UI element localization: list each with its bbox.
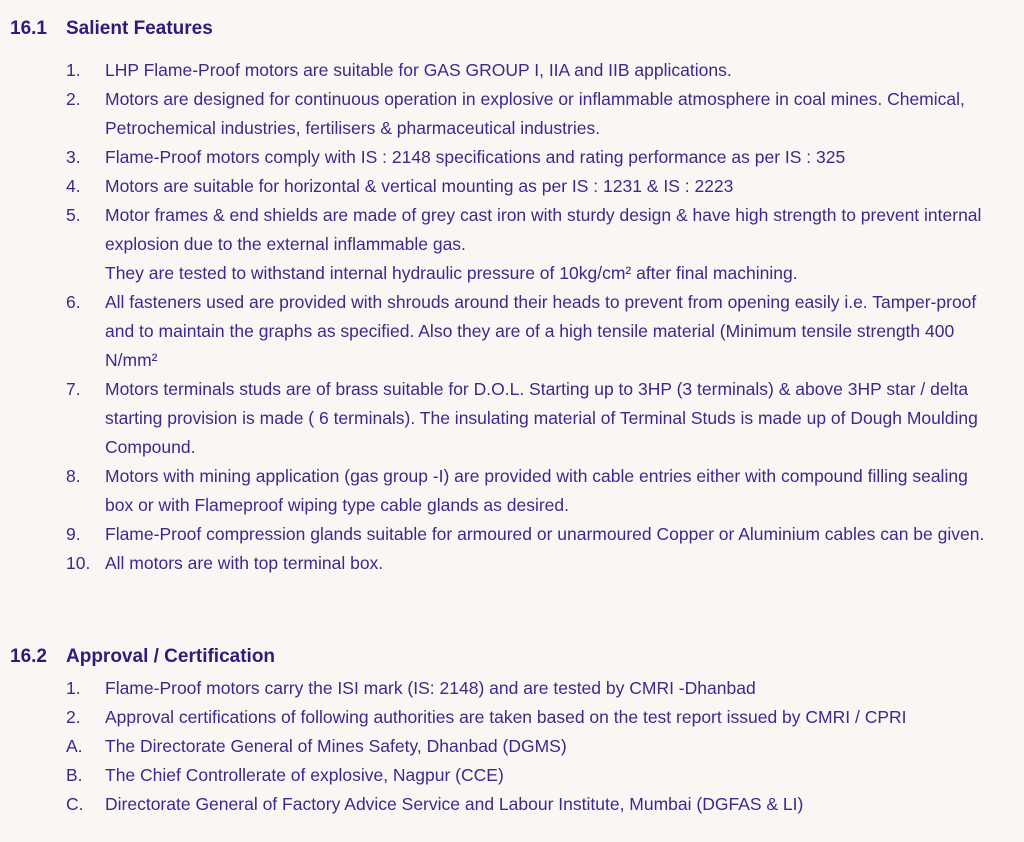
list-item xyxy=(0,549,1024,578)
section-title: Salient Features xyxy=(66,18,213,39)
list-item-text: N/mm² xyxy=(105,350,158,370)
list-item-number: 1. xyxy=(66,60,81,80)
list-item xyxy=(0,143,1024,172)
section-heading xyxy=(0,642,1024,672)
list-item-text: explosion due to the external inflammable gas. xyxy=(105,234,466,254)
list-item xyxy=(0,172,1024,201)
list-item-text: The Chief Controllerate of explosive, Nagpur (CCE) xyxy=(105,765,504,785)
list-item-number: 7. xyxy=(66,379,81,399)
list-item-text: Flame-Proof motors carry the ISI mark (IS: 2148) and are tested by CMRI -Dhanbad xyxy=(105,678,756,698)
list-item xyxy=(0,201,1024,288)
list-item xyxy=(0,85,1024,143)
list-item xyxy=(0,375,1024,462)
list-item-text: Petrochemical industries, fertilisers & pharmaceutical industries. xyxy=(105,118,601,138)
list-item-text: Motor frames & end shields are made of grey cast iron with sturdy design & have high strength to prevent internal xyxy=(105,205,982,225)
list-item-text: Flame-Proof motors comply with IS : 2148 specifications and rating performance as per IS : 325 xyxy=(105,147,846,167)
list-item xyxy=(0,761,1024,790)
list-item xyxy=(0,790,1024,819)
list-item-text: Motors terminals studs are of brass suitable for D.O.L. Starting up to 3HP (3 terminals) & above 3HP star / delta xyxy=(105,379,969,399)
certification-list xyxy=(0,674,1024,819)
list-item-number: A. xyxy=(66,736,83,756)
list-item-text: Approval certifications of following authorities are taken based on the test report issued by CMRI / CPRI xyxy=(105,707,907,727)
list-item-text: Motors with mining application (gas group -I) are provided with cable entries either with compound filling sealing xyxy=(105,466,968,486)
list-item-text: Flame-Proof compression glands suitable for armoured or unarmoured Copper or Aluminium cables can be given. xyxy=(105,524,985,544)
list-item-number: C. xyxy=(66,794,84,814)
list-item-text: Motors are suitable for horizontal & vertical mounting as per IS : 1231 & IS : 2223 xyxy=(105,176,734,196)
list-item xyxy=(0,56,1024,85)
list-item-number: 8. xyxy=(66,466,81,486)
section-number: 16.2 xyxy=(10,646,47,667)
section-title: Approval / Certification xyxy=(66,646,276,667)
list-item-text: box or with Flameproof wiping type cable glands as desired. xyxy=(105,495,569,515)
section-approval-certification xyxy=(0,642,1024,819)
list-item-text: The Directorate General of Mines Safety, Dhanbad (DGMS) xyxy=(105,736,567,756)
section-number: 16.1 xyxy=(10,18,47,39)
list-item-text: starting provision is made ( 6 terminals). The insulating material of Terminal Studs is made up of Dough Moulding xyxy=(105,408,978,428)
list-item-number: 3. xyxy=(66,147,81,167)
list-item-text: Compound. xyxy=(105,437,196,457)
list-item-number: 5. xyxy=(66,205,81,225)
list-item xyxy=(0,288,1024,375)
section-salient-features xyxy=(0,14,1024,578)
list-item-text: Directorate General of Factory Advice Service and Labour Institute, Mumbai (DGFAS & LI) xyxy=(105,794,804,814)
list-item-number: 4. xyxy=(66,176,81,196)
list-item-text: They are tested to withstand internal hydraulic pressure of 10kg/cm² after final machining. xyxy=(105,263,798,283)
list-item-number: 2. xyxy=(66,89,81,109)
list-item-number: 10. xyxy=(66,553,91,573)
list-item-text: All fasteners used are provided with shrouds around their heads to prevent from opening easily i.e. Tamper-proof xyxy=(105,292,977,312)
list-item-number: 9. xyxy=(66,524,81,544)
list-item-text: and to maintain the graphs as specified. Also they are of a high tensile material (Minimum tensile strength 400 xyxy=(105,321,955,341)
list-item-number: B. xyxy=(66,765,83,785)
list-item xyxy=(0,462,1024,520)
list-item xyxy=(0,520,1024,549)
list-item xyxy=(0,674,1024,703)
section-heading xyxy=(0,14,1024,44)
list-item xyxy=(0,732,1024,761)
list-item-text: Motors are designed for continuous operation in explosive or inflammable atmosphere in coal mines. Chemical, xyxy=(105,89,965,109)
list-item-text: LHP Flame-Proof motors are suitable for GAS GROUP I, IIA and IIB applications. xyxy=(105,60,732,80)
list-item-text: All motors are with top terminal box. xyxy=(105,553,384,573)
list-item-number: 1. xyxy=(66,678,81,698)
list-item-number: 2. xyxy=(66,707,81,727)
list-item-number: 6. xyxy=(66,292,81,312)
feature-list xyxy=(0,56,1024,578)
list-item xyxy=(0,703,1024,732)
